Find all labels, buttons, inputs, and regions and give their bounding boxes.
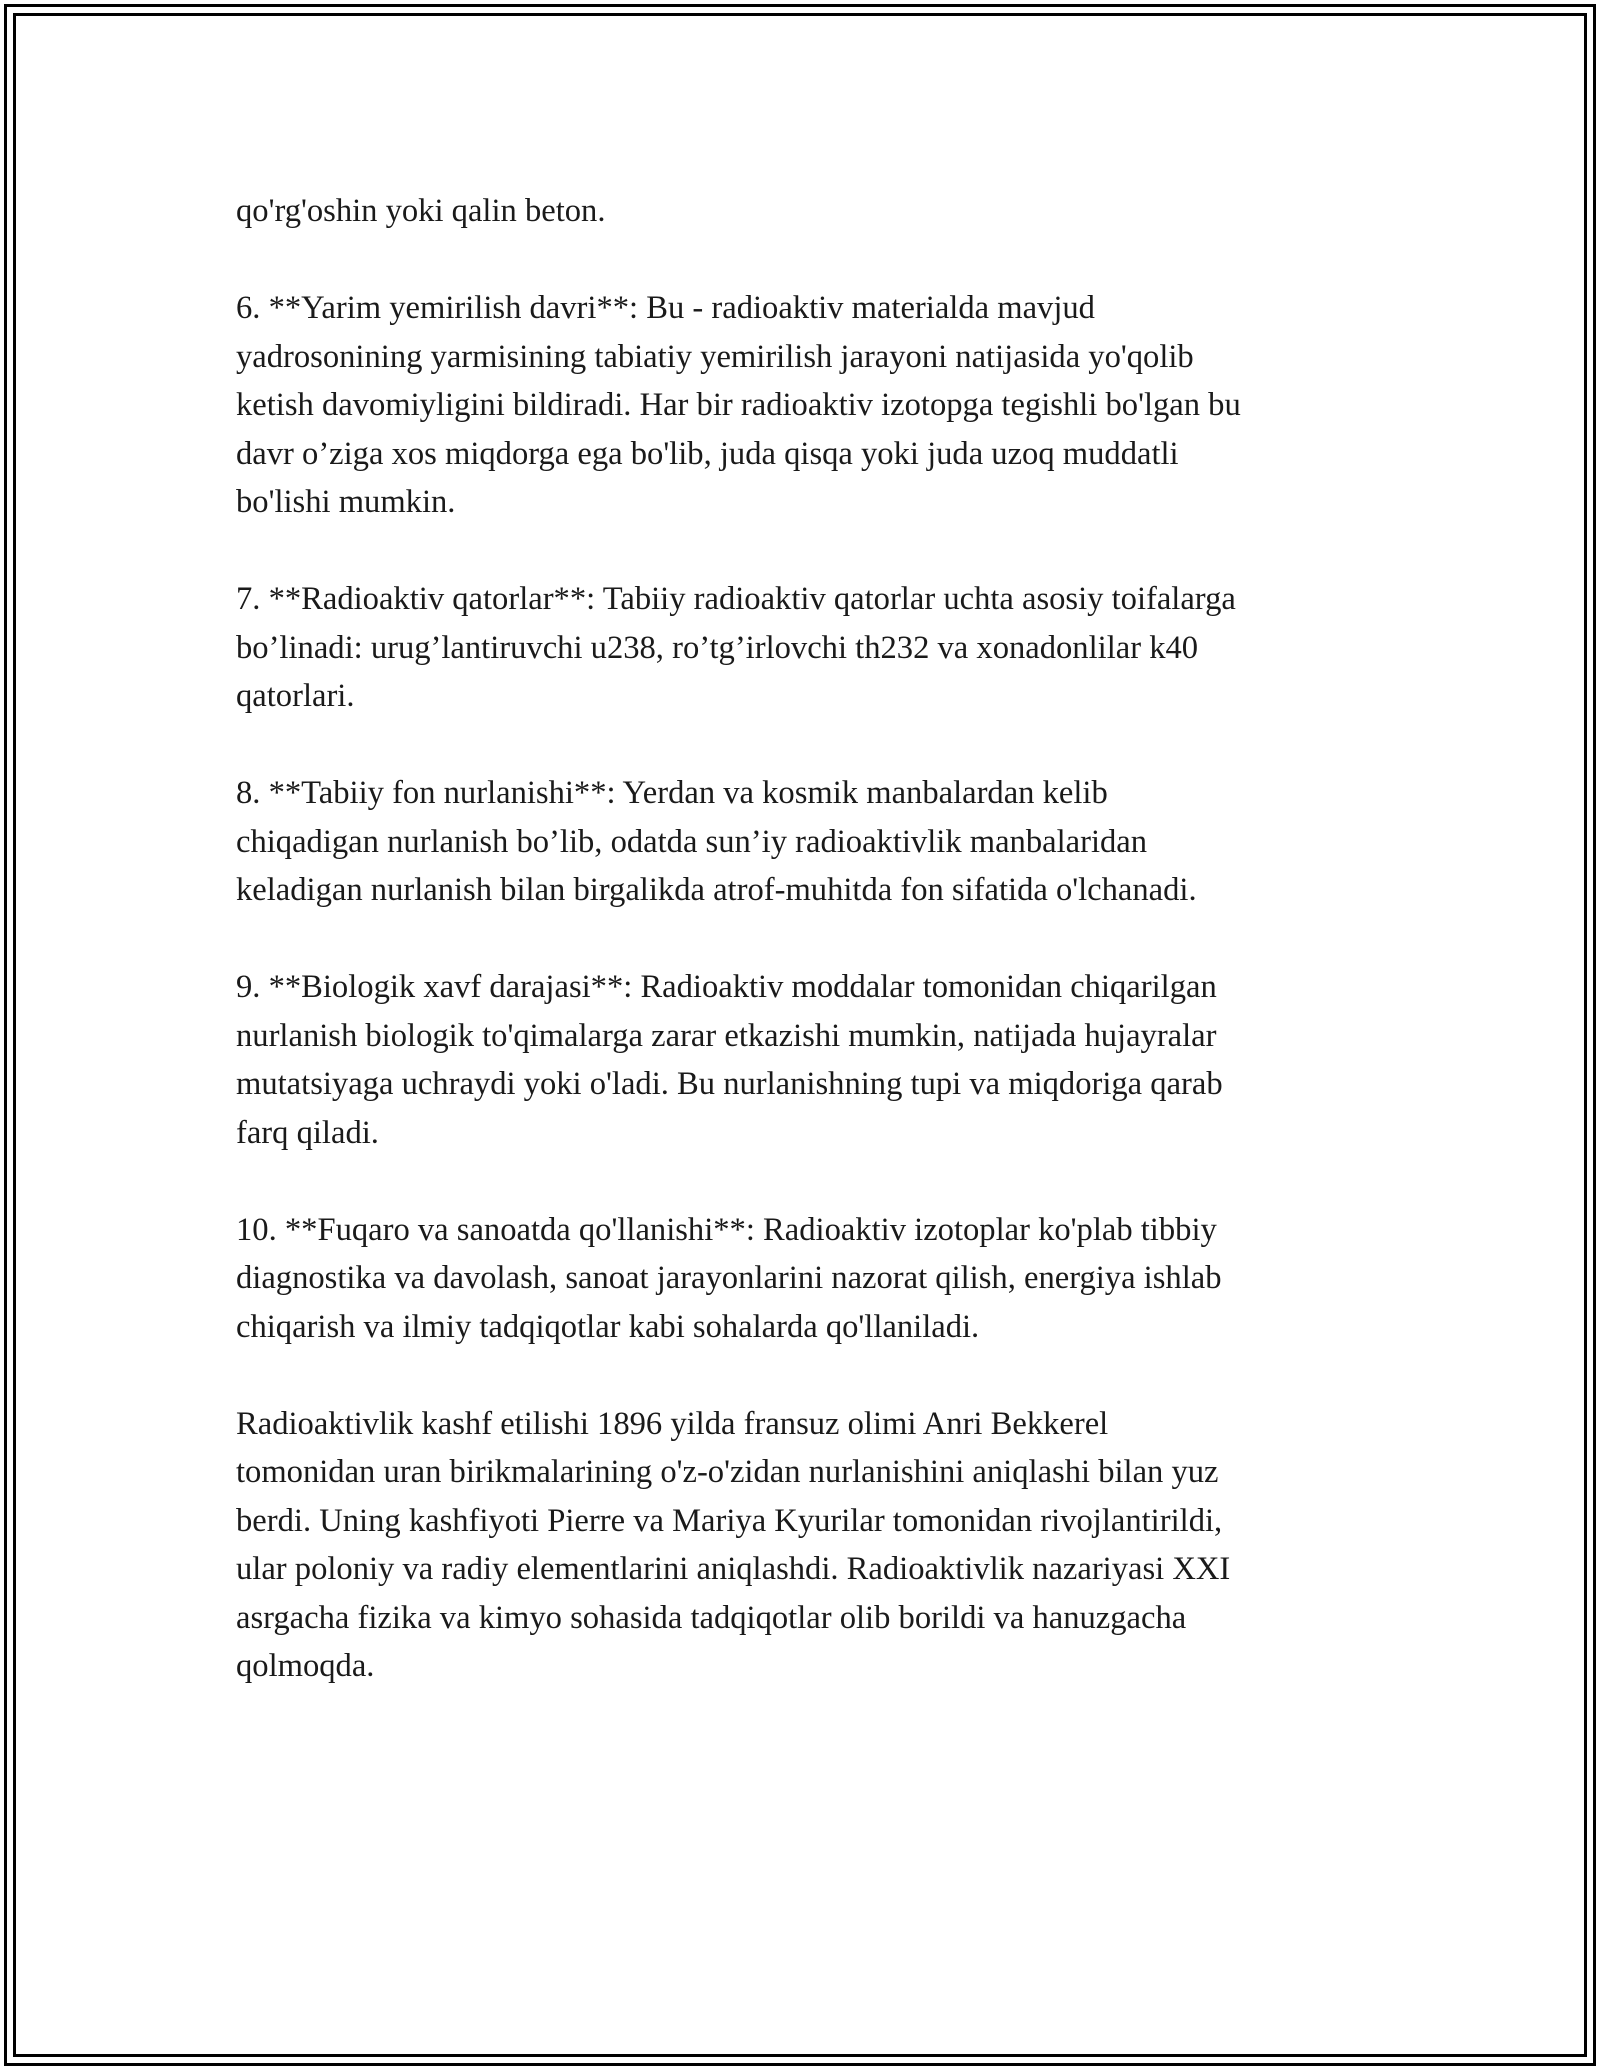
- text-line: chiqarish va ilmiy tadqiqotlar kabi sohalarda qo'llaniladi.: [236, 1308, 980, 1345]
- text-line: asrgacha fizika va kimyo sohasida tadqiqotlar olib borildi va hanuzgacha: [236, 1599, 1187, 1636]
- text-line: bo’linadi: urug’lantiruvchi u238, ro’tg’irlovchi th232 va xonadonlilar k40: [236, 629, 1199, 666]
- paragraph: [236, 963, 1376, 1157]
- paragraph: [236, 284, 1376, 527]
- text-line: qo'rg'oshin yoki qalin beton.: [236, 193, 606, 229]
- text-line: ketish davomiyligini bildiradi. Har bir radioaktiv izotopga tegishli bo'lgan bu: [236, 387, 1241, 423]
- document-body: [236, 187, 1376, 1739]
- text-line: chiqadigan nurlanish bo’lib, odatda sun’iy radioaktivlik manbalaridan: [236, 823, 1148, 860]
- paragraph: [236, 1206, 1376, 1352]
- text-line: 9. **Biologik xavf darajasi**: Radioaktiv moddalar tomonidan chiqarilgan: [236, 969, 1217, 1005]
- text-line: Radioaktivlik kashf etilishi 1896 yilda fransuz olimi Anri Bekkerel: [236, 1405, 1109, 1442]
- paragraph: [236, 1400, 1376, 1691]
- text-line: 6. **Yarim yemirilish davri**: Bu - radioaktiv materialda mavjud: [236, 290, 1095, 326]
- text-line: berdi. Uning kashfiyoti Pierre va Mariya Kyurilar tomonidan rivojlantirildi,: [236, 1502, 1223, 1539]
- text-line: davr o’ziga xos miqdorga ega bo'lib, juda qisqa yoki juda uzoq muddatli: [236, 435, 1179, 472]
- text-line: farq qiladi.: [236, 1114, 379, 1151]
- text-line: 8. **Tabiiy fon nurlanishi**: Yerdan va kosmik manbalardan kelib: [236, 775, 1108, 811]
- text-line: diagnostika va davolash, sanoat jarayonlarini nazorat qilish, energiya ishlab: [236, 1260, 1222, 1296]
- text-line: ular poloniy va radiy elementlarini aniqlashdi. Radioaktivlik nazariyasi XXI: [236, 1551, 1231, 1587]
- text-line: 10. **Fuqaro va sanoatda qo'llanishi**: Radioaktiv izotoplar ko'plab tibbiy: [236, 1211, 1217, 1248]
- text-line: yadrosonining yarmisining tabiatiy yemirilish jarayoni natijasida yo'qolib: [236, 338, 1194, 375]
- text-line: bo'lishi mumkin.: [236, 484, 456, 520]
- text-line: 7. **Radioaktiv qatorlar**: Tabiiy radioaktiv qatorlar uchta asosiy toifalarga: [236, 581, 1236, 617]
- text-line: qolmoqda.: [236, 1648, 375, 1684]
- text-line: tomonidan uran birikmalarining o'z-o'zidan nurlanishini aniqlashi bilan yuz: [236, 1454, 1219, 1490]
- paragraph: [236, 769, 1376, 915]
- paragraph: [236, 187, 1376, 236]
- text-line: keladigan nurlanish bilan birgalikda atrof-muhitda fon sifatida o'lchanadi.: [236, 872, 1197, 908]
- text-line: mutatsiyaga uchraydi yoki o'ladi. Bu nurlanishning tupi va miqdoriga qarab: [236, 1066, 1223, 1102]
- paragraph: [236, 575, 1376, 721]
- text-line: nurlanish biologik to'qimalarga zarar etkazishi mumkin, natijada hujayralar: [236, 1017, 1217, 1054]
- text-line: qatorlari.: [236, 678, 355, 714]
